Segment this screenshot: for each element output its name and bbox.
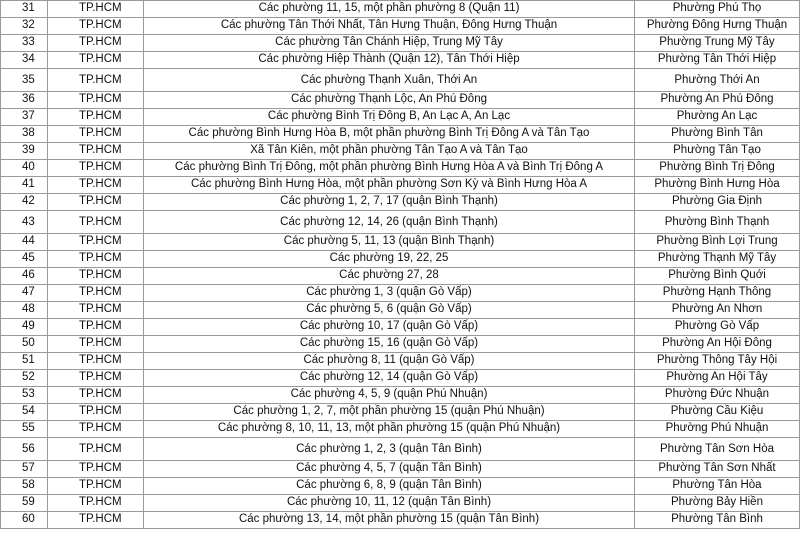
table-row <box>1 92 800 109</box>
row-number: 45 <box>1 251 48 268</box>
old-wards-cell: Các phường Thạnh Xuân, Thới An <box>144 69 635 92</box>
old-wards-cell: Các phường 19, 22, 25 <box>144 251 635 268</box>
city-cell: TP.HCM <box>48 302 144 319</box>
old-wards-cell: Các phường 4, 5, 9 (quận Phú Nhuận) <box>144 387 635 404</box>
new-ward-cell: Phường An Lạc <box>635 109 800 126</box>
table-row <box>1 302 800 319</box>
row-number: 33 <box>1 35 48 52</box>
table-row <box>1 18 800 35</box>
row-number: 36 <box>1 92 48 109</box>
city-cell: TP.HCM <box>48 478 144 495</box>
old-wards-cell: Các phường Bình Trị Đông B, An Lạc A, An Lạc <box>144 109 635 126</box>
city-cell: TP.HCM <box>48 404 144 421</box>
old-wards-cell: Các phường 1, 2, 3 (quận Tân Bình) <box>144 438 635 461</box>
row-number: 34 <box>1 52 48 69</box>
city-cell: TP.HCM <box>48 285 144 302</box>
row-number: 53 <box>1 387 48 404</box>
new-ward-cell: Phường Gia Định <box>635 194 800 211</box>
row-number: 44 <box>1 234 48 251</box>
old-wards-cell: Các phường Tân Chánh Hiệp, Trung Mỹ Tây <box>144 35 635 52</box>
row-number: 56 <box>1 438 48 461</box>
row-number: 54 <box>1 404 48 421</box>
new-ward-cell: Phường Đức Nhuận <box>635 387 800 404</box>
city-cell: TP.HCM <box>48 234 144 251</box>
row-number: 32 <box>1 18 48 35</box>
table-row <box>1 69 800 92</box>
old-wards-cell: Các phường 1, 2, 7, 17 (quận Bình Thạnh) <box>144 194 635 211</box>
table-body <box>1 1 800 529</box>
new-ward-cell: Phường Trung Mỹ Tây <box>635 35 800 52</box>
new-ward-cell: Phường Đông Hưng Thuận <box>635 18 800 35</box>
city-cell: TP.HCM <box>48 1 144 18</box>
row-number: 57 <box>1 461 48 478</box>
old-wards-cell: Các phường 1, 3 (quận Gò Vấp) <box>144 285 635 302</box>
city-cell: TP.HCM <box>48 495 144 512</box>
row-number: 59 <box>1 495 48 512</box>
row-number: 58 <box>1 478 48 495</box>
city-cell: TP.HCM <box>48 35 144 52</box>
new-ward-cell: Phường Tân Hòa <box>635 478 800 495</box>
new-ward-cell: Phường Phú Thọ <box>635 1 800 18</box>
old-wards-cell: Xã Tân Kiên, một phần phường Tân Tạo A và Tân Tạo <box>144 143 635 160</box>
city-cell: TP.HCM <box>48 370 144 387</box>
row-number: 40 <box>1 160 48 177</box>
old-wards-cell: Các phường Bình Trị Đông, một phần phường Bình Hưng Hòa A và Bình Trị Đông A <box>144 160 635 177</box>
new-ward-cell: Phường Cầu Kiệu <box>635 404 800 421</box>
city-cell: TP.HCM <box>48 421 144 438</box>
old-wards-cell: Các phường 5, 11, 13 (quận Bình Thạnh) <box>144 234 635 251</box>
row-number: 48 <box>1 302 48 319</box>
table-row <box>1 160 800 177</box>
new-ward-cell: Phường Gò Vấp <box>635 319 800 336</box>
table-row <box>1 52 800 69</box>
city-cell: TP.HCM <box>48 336 144 353</box>
old-wards-cell: Các phường 12, 14, 26 (quận Bình Thạnh) <box>144 211 635 234</box>
old-wards-cell: Các phường 1, 2, 7, một phần phường 15 (quận Phú Nhuận) <box>144 404 635 421</box>
old-wards-cell: Các phường 10, 11, 12 (quận Tân Bình) <box>144 495 635 512</box>
new-ward-cell: Phường Tân Sơn Hòa <box>635 438 800 461</box>
table-row <box>1 512 800 529</box>
old-wards-cell: Các phường 27, 28 <box>144 268 635 285</box>
city-cell: TP.HCM <box>48 512 144 529</box>
table-row <box>1 438 800 461</box>
table-row <box>1 35 800 52</box>
new-ward-cell: Phường Bình Quới <box>635 268 800 285</box>
table-row <box>1 353 800 370</box>
city-cell: TP.HCM <box>48 126 144 143</box>
row-number: 39 <box>1 143 48 160</box>
city-cell: TP.HCM <box>48 92 144 109</box>
new-ward-cell: Phường Bình Thạnh <box>635 211 800 234</box>
table-row <box>1 404 800 421</box>
new-ward-cell: Phường Thạnh Mỹ Tây <box>635 251 800 268</box>
city-cell: TP.HCM <box>48 387 144 404</box>
city-cell: TP.HCM <box>48 109 144 126</box>
table-row <box>1 194 800 211</box>
city-cell: TP.HCM <box>48 69 144 92</box>
old-wards-cell: Các phường 5, 6 (quận Gò Vấp) <box>144 302 635 319</box>
table-row <box>1 1 800 18</box>
table-row <box>1 211 800 234</box>
old-wards-cell: Các phường 15, 16 (quận Gò Vấp) <box>144 336 635 353</box>
new-ward-cell: Phường Hạnh Thông <box>635 285 800 302</box>
row-number: 46 <box>1 268 48 285</box>
old-wards-cell: Các phường 11, 15, một phần phường 8 (Quận 11) <box>144 1 635 18</box>
old-wards-cell: Các phường 8, 11 (quận Gò Vấp) <box>144 353 635 370</box>
new-ward-cell: Phường Bình Lợi Trung <box>635 234 800 251</box>
new-ward-cell: Phường Phú Nhuận <box>635 421 800 438</box>
table-row <box>1 319 800 336</box>
old-wards-cell: Các phường 6, 8, 9 (quận Tân Bình) <box>144 478 635 495</box>
new-ward-cell: Phường Bảy Hiền <box>635 495 800 512</box>
row-number: 49 <box>1 319 48 336</box>
new-ward-cell: Phường Tân Bình <box>635 512 800 529</box>
row-number: 51 <box>1 353 48 370</box>
old-wards-cell: Các phường Bình Hưng Hòa B, một phần phường Bình Trị Đông A và Tân Tạo <box>144 126 635 143</box>
city-cell: TP.HCM <box>48 194 144 211</box>
new-ward-cell: Phường Thới An <box>635 69 800 92</box>
city-cell: TP.HCM <box>48 319 144 336</box>
row-number: 35 <box>1 69 48 92</box>
row-number: 37 <box>1 109 48 126</box>
city-cell: TP.HCM <box>48 160 144 177</box>
row-number: 31 <box>1 1 48 18</box>
row-number: 38 <box>1 126 48 143</box>
row-number: 42 <box>1 194 48 211</box>
table-row <box>1 234 800 251</box>
table-row <box>1 285 800 302</box>
city-cell: TP.HCM <box>48 461 144 478</box>
row-number: 41 <box>1 177 48 194</box>
new-ward-cell: Phường Thông Tây Hội <box>635 353 800 370</box>
table-row <box>1 109 800 126</box>
table-row <box>1 478 800 495</box>
table-row <box>1 387 800 404</box>
old-wards-cell: Các phường 4, 5, 7 (quận Tân Bình) <box>144 461 635 478</box>
row-number: 43 <box>1 211 48 234</box>
city-cell: TP.HCM <box>48 52 144 69</box>
new-ward-cell: Phường Tân Sơn Nhất <box>635 461 800 478</box>
old-wards-cell: Các phường Hiệp Thành (Quận 12), Tân Thới Hiệp <box>144 52 635 69</box>
row-number: 47 <box>1 285 48 302</box>
city-cell: TP.HCM <box>48 211 144 234</box>
table-row <box>1 461 800 478</box>
table-row <box>1 251 800 268</box>
new-ward-cell: Phường Tân Thới Hiệp <box>635 52 800 69</box>
table-row <box>1 177 800 194</box>
table-row <box>1 143 800 160</box>
city-cell: TP.HCM <box>48 177 144 194</box>
old-wards-cell: Các phường Thạnh Lộc, An Phú Đông <box>144 92 635 109</box>
new-ward-cell: Phường Bình Hưng Hòa <box>635 177 800 194</box>
table-row <box>1 268 800 285</box>
row-number: 55 <box>1 421 48 438</box>
old-wards-cell: Các phường 8, 10, 11, 13, một phần phường 15 (quận Phú Nhuận) <box>144 421 635 438</box>
row-number: 60 <box>1 512 48 529</box>
new-ward-cell: Phường An Nhơn <box>635 302 800 319</box>
new-ward-cell: Phường Tân Tạo <box>635 143 800 160</box>
city-cell: TP.HCM <box>48 268 144 285</box>
table-row <box>1 336 800 353</box>
new-ward-cell: Phường An Phú Đông <box>635 92 800 109</box>
city-cell: TP.HCM <box>48 143 144 160</box>
new-ward-cell: Phường Bình Tân <box>635 126 800 143</box>
table-row <box>1 495 800 512</box>
old-wards-cell: Các phường 10, 17 (quận Gò Vấp) <box>144 319 635 336</box>
new-ward-cell: Phường Bình Trị Đông <box>635 160 800 177</box>
new-ward-cell: Phường An Hội Tây <box>635 370 800 387</box>
table-row <box>1 126 800 143</box>
table-row <box>1 370 800 387</box>
old-wards-cell: Các phường Bình Hưng Hòa, một phần phường Sơn Kỳ và Bình Hưng Hòa A <box>144 177 635 194</box>
city-cell: TP.HCM <box>48 18 144 35</box>
old-wards-cell: Các phường Tân Thới Nhất, Tân Hưng Thuận, Đông Hưng Thuận <box>144 18 635 35</box>
row-number: 52 <box>1 370 48 387</box>
table-row <box>1 421 800 438</box>
city-cell: TP.HCM <box>48 438 144 461</box>
row-number: 50 <box>1 336 48 353</box>
city-cell: TP.HCM <box>48 353 144 370</box>
city-cell: TP.HCM <box>48 251 144 268</box>
old-wards-cell: Các phường 13, 14, một phần phường 15 (quận Tân Bình) <box>144 512 635 529</box>
new-ward-cell: Phường An Hội Đông <box>635 336 800 353</box>
old-wards-cell: Các phường 12, 14 (quận Gò Vấp) <box>144 370 635 387</box>
